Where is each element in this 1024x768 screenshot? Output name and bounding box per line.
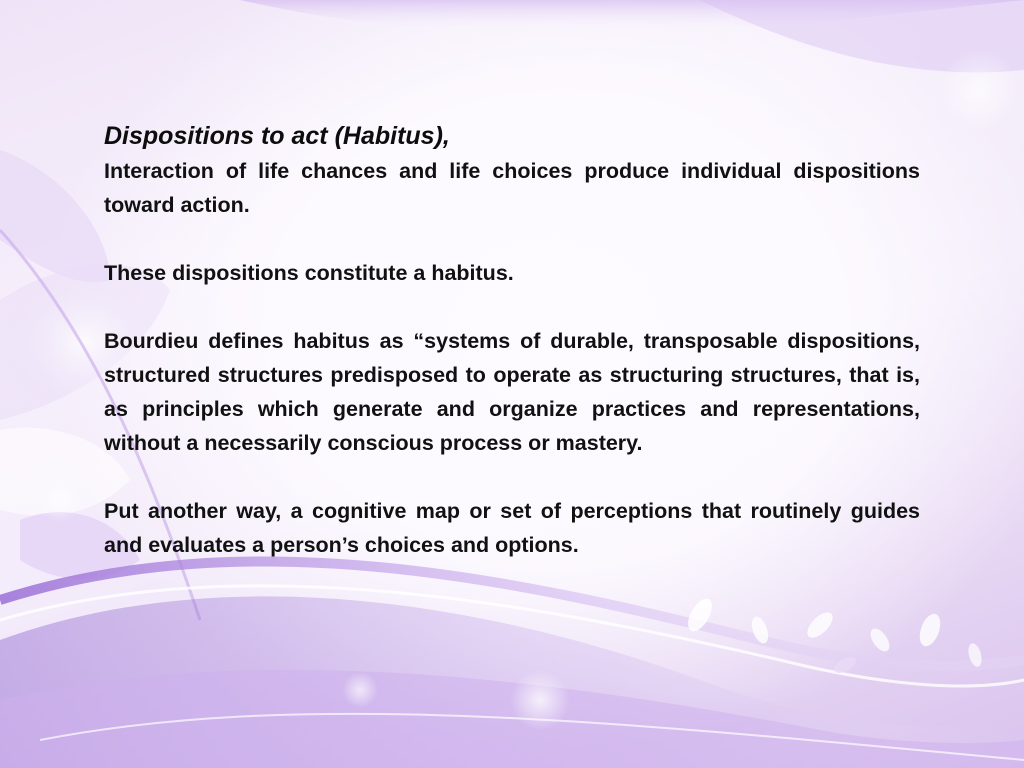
slide-heading: Dispositions to act (Habitus), [104, 122, 450, 150]
paragraph-cognitive-map: Put another way, a cognitive map or set of perceptions that routinely guides and evaluates a person’s choices and options. [104, 499, 920, 557]
petal-5 [916, 611, 945, 649]
bokeh-2 [342, 672, 378, 708]
bokeh-4 [38, 478, 82, 522]
bokeh-1 [510, 670, 570, 730]
petal-3 [803, 608, 837, 642]
paragraph-interaction: Interaction of life chances and life choices produce individual dispositions toward action. [104, 159, 920, 217]
slide-body [104, 118, 920, 562]
left-petal-upper [0, 150, 110, 282]
paragraph-habitus: These dispositions constitute a habitus. [104, 261, 514, 285]
bokeh-3 [940, 50, 1020, 130]
paragraph-bourdieu-definition: Bourdieu defines habitus as “systems of durable, transposable dispositions, structured structures predisposed to operate as structuring structures, that is, as principles which generate and organize practices and representations, without a necessarily conscious process or mastery. [104, 329, 920, 455]
petal-4 [867, 625, 893, 654]
